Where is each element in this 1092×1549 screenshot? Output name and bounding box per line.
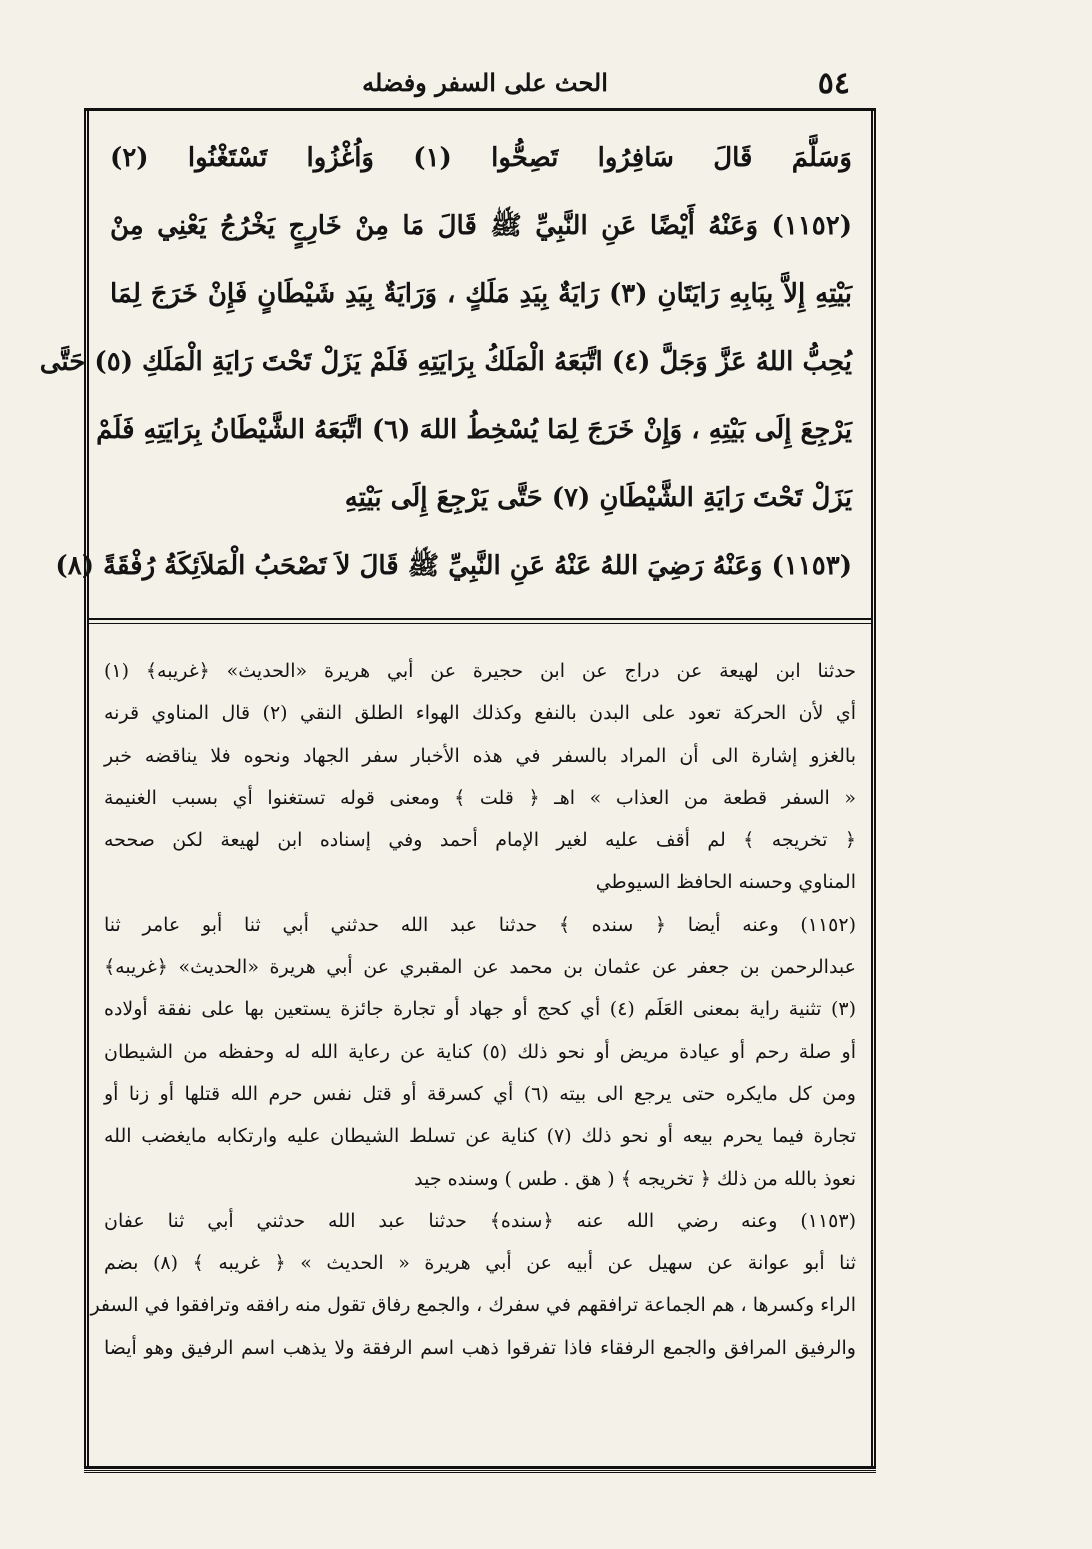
hadith-line: يَرْجِعَ إِلَى بَيْتِهِ ، وَإِنْ خَرَجَ لِمَا يُسْخِطُ اللهَ (٦) اتَّبَعَهُ الشَّيْطَانُ بِرَايَتِهِ فَلَمْ — [96, 415, 852, 445]
commentary-line: (١١٥٣) وعنه رضي الله عنه ﴿سنده﴾ حدثنا عبد الله حدثني أبي ثنا عفان — [104, 1209, 856, 1232]
hadith-line: وَسَلَّمَ قَالَ سَافِرُوا تَصِحُّوا (١) وَاُغْزُوا تَسْتَغْنُوا (٢) — [110, 143, 852, 173]
commentary-line: أي لأن الحركة تعود على البدن بالنفع وكذلك الهواء الطلق النقي (٢) قال المناوي قرنه — [104, 702, 857, 725]
hadith-line: يُحِبُّ اللهُ عَزَّ وَجَلَّ (٤) اتَّبَعَهُ الْمَلَكُ بِرَايَتِهِ فَلَمْ يَزَلْ تَحْتَ رَايَةِ الْمَلَكِ (٥) حَتَّى — [39, 347, 852, 377]
page-header — [120, 62, 850, 108]
section-divider — [88, 618, 872, 620]
commentary-block — [90, 650, 857, 1450]
commentary-line: بالغزو إشارة الى أن المراد بالسفر في هذه الأخبار سفر الجهاد ونحوه فلا يناقضه خبر — [104, 744, 856, 767]
commentary-line: المناوي وحسنه الحافظ السيوطي — [595, 871, 856, 894]
page-number: ٥٤ — [817, 66, 850, 101]
hadith-line: (١١٥٢) وَعَنْهُ أَيْضًا عَنِ النَّبِيِّ ﷺ قَالَ مَا مِنْ خَارِجٍ يَخْرُجُ يَعْنِي مِنْ — [110, 211, 852, 241]
commentary-line: (١١٥٢) وعنه أيضا ﴿ سنده ﴾ حدثنا عبد الله حدثني أبي ثنا أبو عامر ثنا — [104, 913, 856, 936]
hadith-line: يَزَلْ تَحْتَ رَايَةِ الشَّيْطَانِ (٧) حَتَّى يَرْجِعَ إِلَى بَيْتِهِ — [344, 483, 852, 513]
commentary-line: « السفر قطعة من العذاب » اهـ ﴿ قلت ﴾ ومعنى قوله تستغنوا أي بسبب الغنيمة — [104, 786, 856, 809]
running-title: الحث على السفر وفضله — [362, 68, 608, 97]
commentary-line: ومن كل مايكره حتى يرجع الى بيته (٦) أي كسرقة أو قتل نفس حرم الله قتلها أو زنا أو — [104, 1082, 856, 1105]
commentary-line: ﴿ تخريجه ﴾ لم أقف عليه لغير الإمام أحمد وفي إسناده ابن لهيعة لكن صححه — [104, 829, 856, 852]
hadith-line: بَيْتِهِ إِلاَّ بِبَابِهِ رَايَتَانِ (٣) رَايَةٌ بِيَدِ مَلَكٍ ، وَرَايَةٌ بِيَدِ شَيْطَانٍ فَإِنْ خَرَجَ لِمَا — [110, 279, 853, 309]
section-divider-secondary — [88, 623, 872, 624]
commentary-line: والرفيق المرافق والجمع الرفقاء فاذا تفرقوا ذهب اسم الرفقة ولا يذهب اسم الرفيق وهو أيضا — [104, 1336, 856, 1359]
hadith-line: (١١٥٣) وَعَنْهُ رَضِيَ اللهُ عَنْهُ عَنِ النَّبِيِّ ﷺ قَالَ لاَ تَصْحَبُ الْمَلاَئِكَةُ رُفْقَةً (٨) — [55, 551, 852, 581]
hadith-text-block — [39, 124, 853, 599]
commentary-line: نعوذ بالله من ذلك ﴿ تخريجه ﴾ ( هق . طس ) وسنده جيد — [414, 1167, 856, 1190]
commentary-line: حدثنا ابن لهيعة عن دراج عن ابن حجيرة عن أبي هريرة «الحديث» ﴿غريبه﴾ (١) — [104, 660, 856, 682]
commentary-line: ثنا أبو عوانة عن سهيل عن أبيه عن أبي هريرة « الحديث » ﴿ غريبه ﴾ (٨) بضم — [104, 1252, 856, 1275]
commentary-line: الراء وكسرها ، هم الجماعة ترافقهم في سفرك ، والجمع رفاق تقول منه رافقه وترافقوا في السفر — [90, 1294, 856, 1317]
commentary-line: عبدالرحمن بن جعفر عن عثمان بن محمد عن المقبري عن أبي هريرة «الحديث» ﴿غريبه﴾ — [104, 956, 856, 979]
commentary-line: تجارة فيما يحرم بيعه أو نحو ذلك (٧) كناية عن تسلط الشيطان عليه وارتكابه مايغضب الله — [104, 1125, 856, 1148]
commentary-line: أو صلة رحم أو عيادة مريض أو نحو ذلك (٥) كناية عن رعاية الله له وحفظه من الشيطان — [104, 1040, 856, 1063]
commentary-line: (٣) تثنية راية بمعنى العَلَم (٤) أي كحج أو جهاد أو تجارة جائزة يستعين بها على نفقة أولاده — [104, 998, 856, 1021]
bottom-rule — [84, 1470, 876, 1479]
